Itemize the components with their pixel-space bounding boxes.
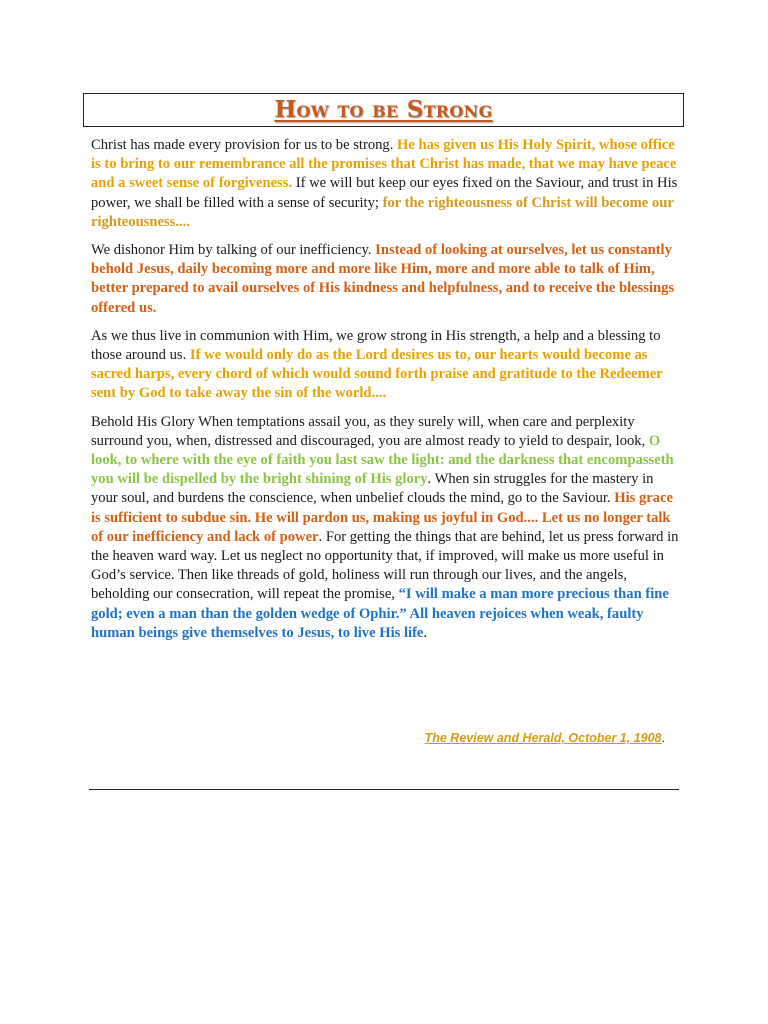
paragraph	[91, 241, 679, 318]
body-text-segment: .	[423, 624, 428, 641]
body-text-segment: . When sin struggles for the mastery in your soul, and burdens the conscience, when unbelief clouds the mind, go to the Saviour.	[91, 471, 654, 507]
highlighted-text-segment: for the righteousness of Christ will become our righteousness....	[91, 194, 674, 230]
body-text-segment: Behold His Glory When temptations assail you, as they surely will, when care and perplexity surround you, when, distressed and discouraged, you are almost ready to yield to despair, look,	[91, 413, 649, 449]
highlighted-text-segment: O look, to where with the eye of faith you last saw the light: and the darkness that encompasseth you will be dispelled by the bright shining of His glory	[91, 432, 674, 488]
paragraph	[91, 327, 679, 404]
body-text-segment: If we will but keep our eyes fixed on the Saviour, and trust in His power, we shall be filled with a sense of security;	[91, 175, 678, 211]
highlighted-text-segment: If we would only do as the Lord desires us to, our hearts would become as sacred harps, every chord of which would sound forth praise and gratitude to the Redeemer sent by God to take away the sin of the world....	[91, 347, 663, 402]
title-box	[83, 93, 684, 127]
body-text-segment: . For getting the things that are behind, let us press forward in the heaven ward way. Let us neglect no opportunity that, if improved, will make us more useful in God’s service. Then like threads of gold, holiness will run through our lives, and the angels, beholding our consecration, will repeat the promise,	[91, 528, 679, 603]
paragraph	[91, 413, 679, 643]
highlighted-text-segment: His grace is sufficient to subdue sin. He will pardon us, making us joyful in God.... Let us no longer talk of our inefficiency and lack of power	[91, 490, 674, 545]
citation-reference: The Review and Herald, October 1, 1908	[424, 731, 662, 745]
page-title: How to be Strong	[274, 96, 493, 123]
body-text	[91, 136, 679, 652]
highlighted-text-segment: Instead of looking at ourselves, let us constantly behold Jesus, daily becoming more and more like Him, more and more able to talk of Him, better prepared to avail ourselves of His kindness and helpfulness, and to receive the blessings offered us.	[91, 242, 675, 316]
body-text-segment: Christ has made every provision for us to be strong.	[91, 137, 398, 153]
body-text-segment: We dishonor Him by talking of our inefficiency.	[91, 242, 376, 259]
citation-period: .	[661, 731, 665, 745]
citation	[91, 731, 665, 745]
horizontal-rule	[89, 789, 679, 790]
paragraph	[91, 136, 679, 232]
body-text-segment: As we thus live in communion with Him, we grow strong in His strength, a help and a blessing to those around us.	[91, 327, 661, 364]
highlighted-text-segment: “I will make a man more precious than fine gold; even a man than the golden wedge of Ophir.” All heaven rejoices when weak, faulty human beings give themselves to Jesus, to live His life	[91, 586, 669, 641]
highlighted-text-segment: He has given us His Holy Spirit, whose office is to bring to our remembrance all the promises that Christ has made, that we may have peace and a sweet sense of forgiveness.	[91, 137, 677, 192]
